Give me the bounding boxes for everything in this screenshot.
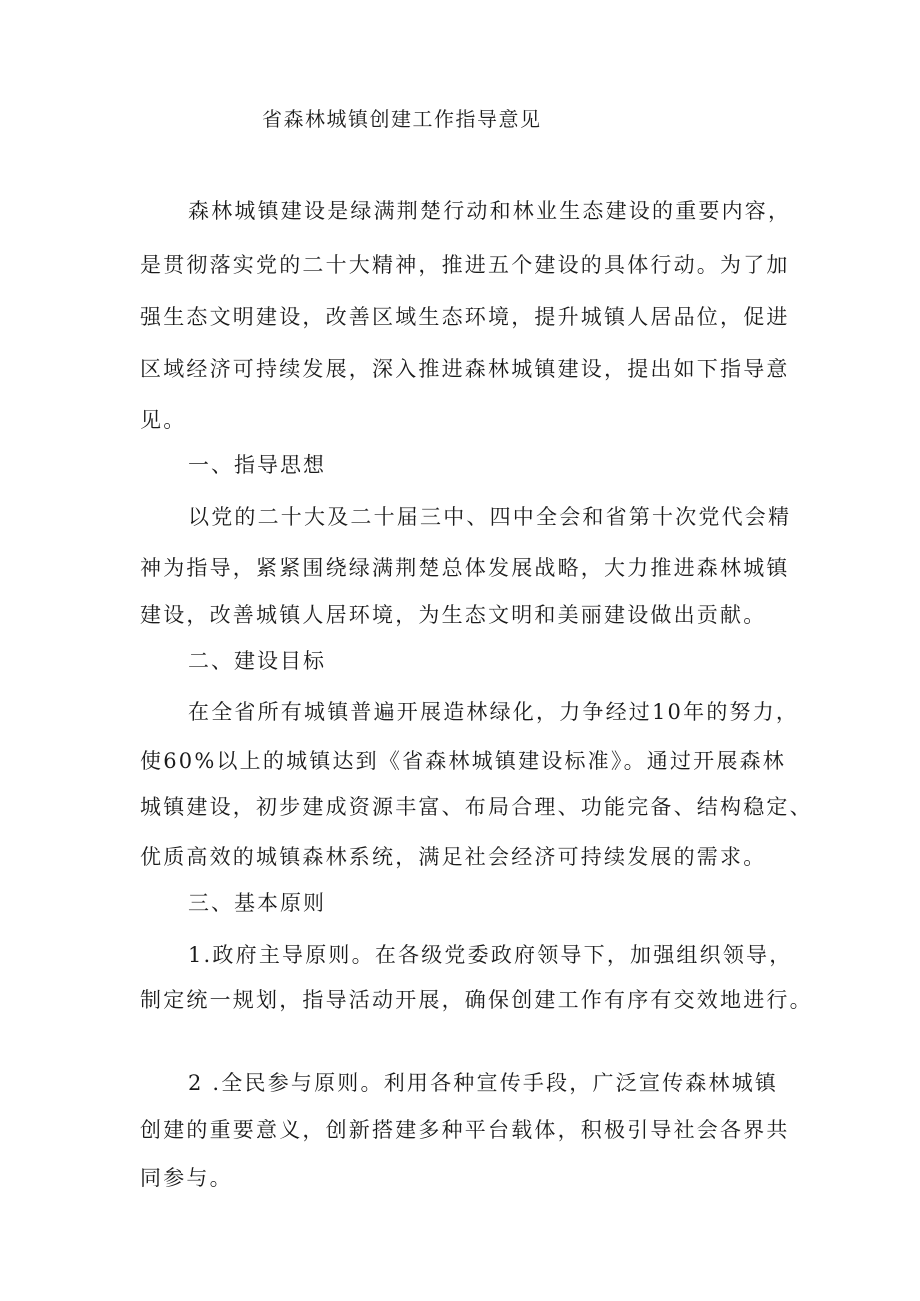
paragraph-line: 创建的重要意义，创新搭建多种平台载体，积极引导社会各界共 — [140, 1118, 790, 1142]
paragraph-line: 森林城镇建设是绿满荆楚行动和林业生态建设的重要内容， — [188, 199, 792, 223]
paragraph-line: 见。 — [140, 408, 187, 432]
paragraph-line: 优质高效的城镇森林系统，满足社会经济可持续发展的需求。 — [140, 845, 767, 869]
document-title: 省森林城镇创建工作指导意见 — [262, 107, 542, 131]
paragraph-line: 建设，改善城镇人居环境，为生态文明和美丽建设做出贡献。 — [140, 603, 767, 627]
paragraph-line: 神为指导，紧紧围绕绿满荆楚总体发展战略，大力推进森林城镇 — [140, 556, 790, 580]
section-heading: 一、指导思想 — [188, 453, 326, 477]
paragraph-line: 是贯彻落实党的二十大精神，推进五个建设的具体行动。为了加 — [140, 253, 790, 277]
paragraph-line: 制定统一规划，指导活动开展，确保创建工作有序有交效地进行。 — [140, 988, 813, 1012]
paragraph-line: 2 .全民参与原则。利用各种宣传手段，广泛宣传森林城镇 — [188, 1071, 779, 1095]
section-heading: 三、基本原则 — [188, 891, 326, 915]
section-heading: 二、建设目标 — [188, 649, 326, 673]
paragraph-line: 1.政府主导原则。在各级党委政府领导下，加强组织领导， — [188, 943, 793, 967]
paragraph-line: 同参与。 — [140, 1166, 233, 1190]
paragraph-line: 城镇建设，初步建成资源丰富、布局合理、功能完备、结构稳定、 — [140, 795, 813, 819]
paragraph-line: 强生态文明建设，改善区域生态环境，提升城镇人居品位，促进 — [140, 305, 790, 329]
paragraph-line: 区域经济可持续发展，深入推进森林城镇建设，提出如下指导意 — [140, 357, 790, 381]
paragraph-line: 使60%以上的城镇达到《省森林城镇建设标准》。通过开展森林 — [140, 749, 786, 773]
paragraph-line: 在全省所有城镇普遍开展造林绿化，力争经过10年的努力， — [188, 700, 800, 724]
paragraph-line: 以党的二十大及二十届三中、四中全会和省第十次党代会精 — [188, 505, 792, 529]
